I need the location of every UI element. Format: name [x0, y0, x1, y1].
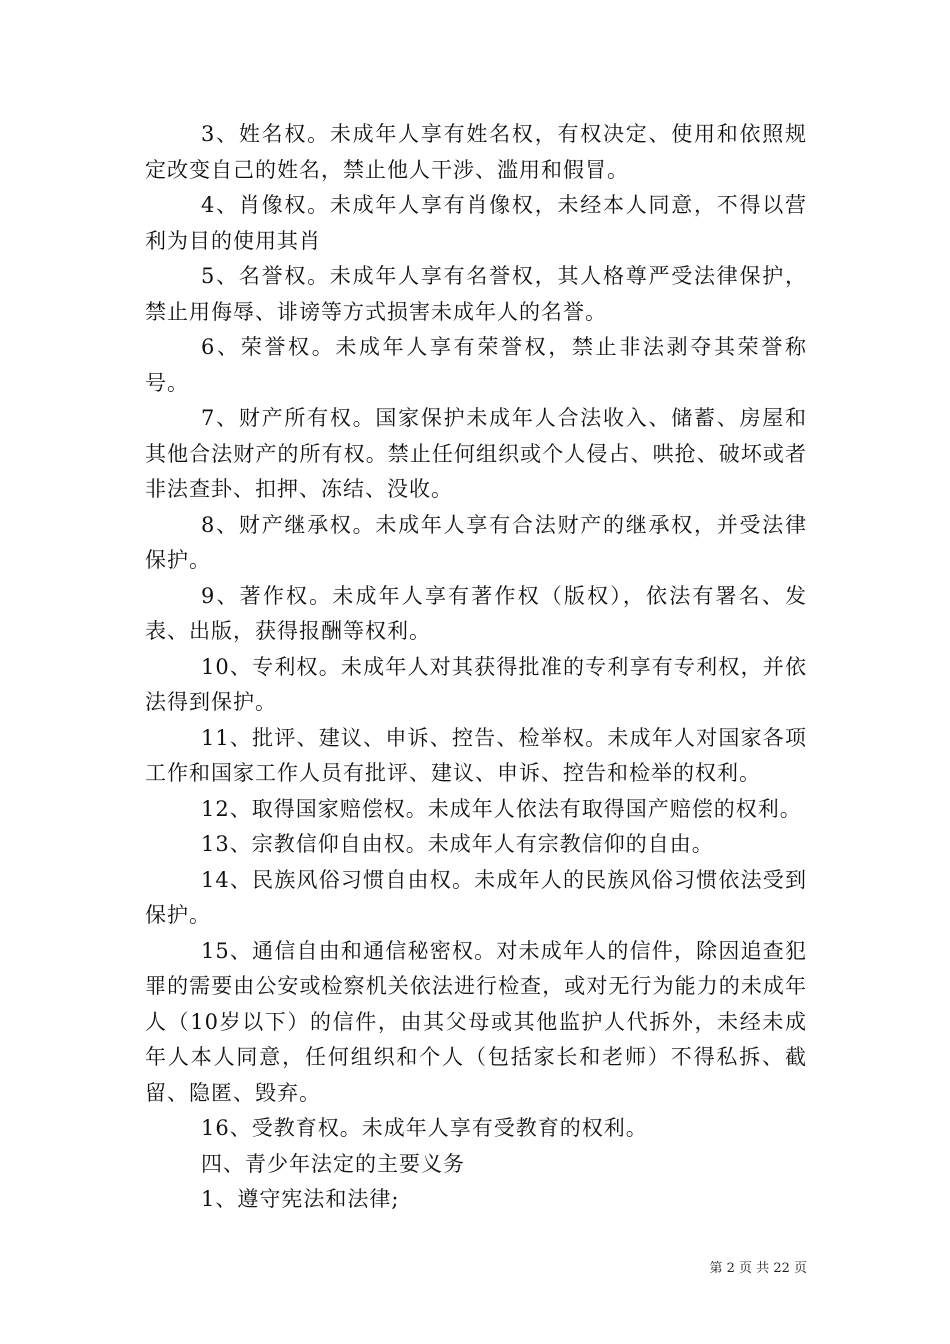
paragraph-compensation-right: 12、取得国家赔偿权。未成年人依法有取得国产赔偿的权利。	[201, 796, 802, 821]
paragraph-reputation-right: 5、名誉权。未成年人享有名誉权，其人格尊严受法律保护，禁止用侮辱、诽谤等方式损害未成年人的名誉。	[145, 264, 807, 324]
paragraph-religious-freedom: 13、宗教信仰自由权。未成年人有宗教信仰的自由。	[201, 832, 714, 856]
paragraph-name-right: 3、姓名权。未成年人享有姓名权，有权决定、使用和依照规定改变自己的姓名，禁止他人干涉、滥用和假冒。	[145, 122, 807, 182]
paragraph-education-right: 16、受教育权。未成年人享有受教育的权利。	[201, 1116, 648, 1140]
paragraph-patent-right: 10、专利权。未成年人对其获得批准的专利享有专利权，并依法得到保护。	[145, 654, 807, 714]
paragraph-honor-right: 6、荣誉权。未成年人享有荣誉权，禁止非法剥夺其荣誉称号。	[145, 335, 807, 395]
paragraph-criticism-right: 11、批评、建议、申诉、控告、检举权。未成年人对国家各项工作和国家工作人员有批评、建议、申诉、控告和检举的权利。	[145, 725, 807, 785]
paragraph-ethnic-customs: 14、民族风俗习惯自由权。未成年人的民族风俗习惯依法受到保护。	[145, 867, 807, 927]
paragraph-copyright: 9、著作权。未成年人享有著作权（版权），依法有署名、发表、出版，获得报酬等权利。	[145, 583, 807, 643]
paragraph-property-right: 7、财产所有权。国家保护未成年人合法收入、储蓄、房屋和其他合法财产的所有权。禁止任何组织或个人侵占、哄抢、破坏或者非法查卦、扣押、冻结、没收。	[145, 406, 807, 501]
paragraph-obey-law: 1、遵守宪法和法律;	[201, 1187, 400, 1211]
paragraph-inheritance-right: 8、财产继承权。未成年人享有合法财产的继承权，并受法律保护。	[145, 512, 807, 572]
paragraph-correspondence-right: 15、通信自由和通信秘密权。对未成年人的信件，除因追查犯罪的需要由公安或检察机关依法进行检查，或对无行为能力的未成年人（10岁以下）的信件，由其父母或其他监护人代拆外，未经未成年人本人同意，任何组织和个人（包括家长和老师）不得私拆、截留、隐匿、毁弃。	[145, 938, 807, 1105]
paragraph-portrait-right: 4、肖像权。未成年人享有肖像权，未经本人同意，不得以营利为目的使用其肖	[145, 193, 807, 253]
page-number-footer: 第 2 页 共 22 页	[709, 1261, 807, 1276]
document-body	[145, 117, 807, 1218]
section-heading-obligations: 四、青少年法定的主要义务	[201, 1151, 465, 1176]
